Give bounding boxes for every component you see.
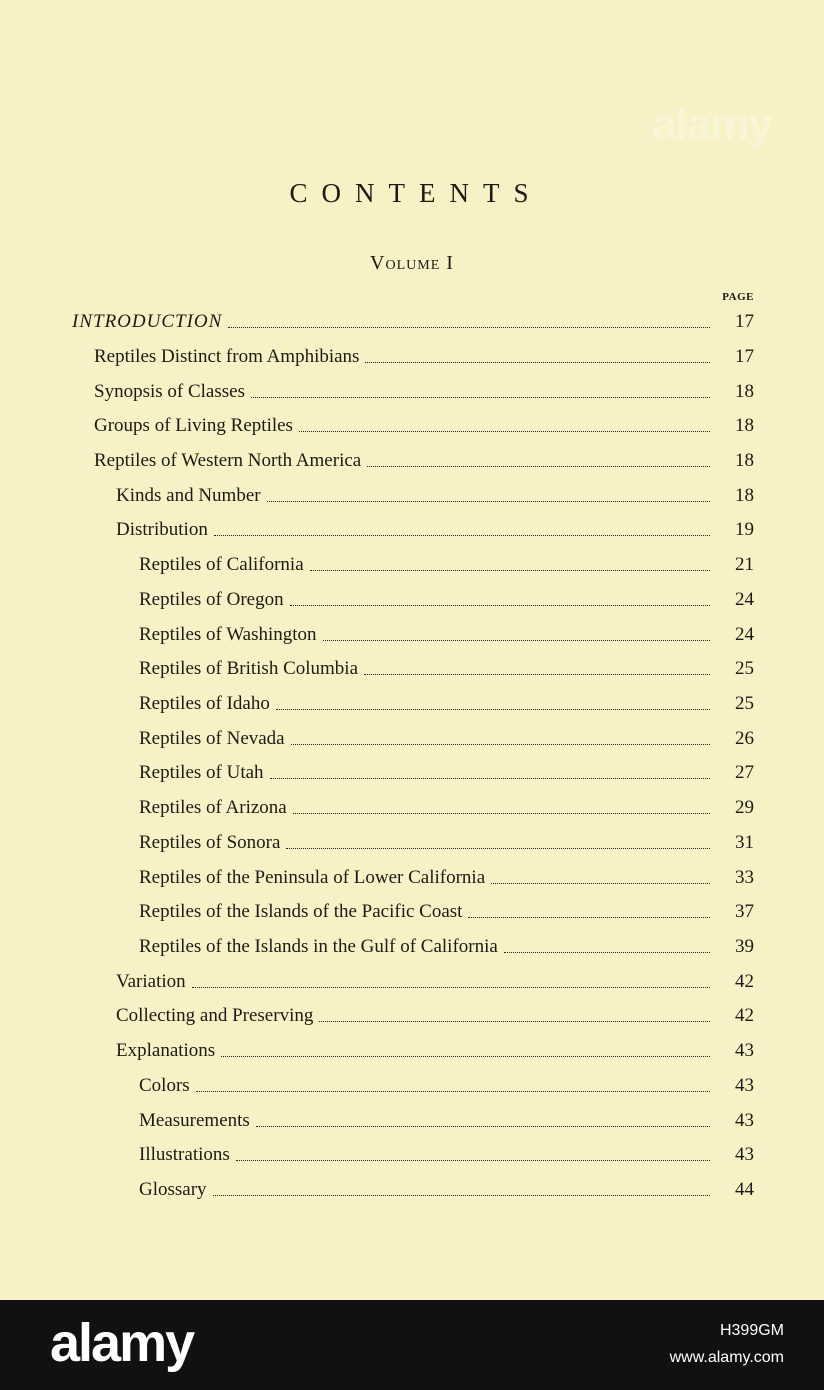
dot-leader: [214, 535, 710, 536]
toc-entry: [94, 375, 754, 409]
toc-entry: [139, 1138, 754, 1172]
toc-entry-page: 25: [735, 693, 754, 714]
toc-entry-label: INTRODUCTION: [72, 311, 223, 332]
toc-entry-label: Reptiles of Idaho: [139, 693, 270, 714]
dot-leader: [323, 640, 710, 641]
toc-entry: [116, 479, 754, 513]
dot-leader: [491, 883, 710, 884]
dot-leader: [228, 327, 710, 328]
alamy-logo: alamy: [50, 1313, 194, 1373]
toc-entry: [116, 1034, 754, 1068]
dot-leader: [276, 709, 710, 710]
toc-entry-label: Reptiles of the Islands of the Pacific Coast: [139, 901, 463, 922]
toc-entry-page: 19: [735, 519, 754, 540]
dot-leader: [192, 987, 710, 988]
toc-entry-page: 37: [735, 901, 754, 922]
image-id: H399GM: [719, 1322, 784, 1339]
toc-entry-label: Illustrations: [139, 1144, 230, 1165]
dot-leader: [196, 1091, 710, 1092]
toc-entry-page: 43: [735, 1110, 754, 1131]
toc-entry-label: Distribution: [116, 519, 208, 540]
alamy-url: www.alamy.com: [669, 1349, 784, 1366]
contents-title: CONTENTS: [289, 178, 543, 208]
dot-leader: [291, 744, 710, 745]
toc-entry-label: Reptiles of Western North America: [94, 450, 362, 471]
toc-entry: [139, 618, 754, 652]
toc-entry-page: 33: [735, 867, 754, 888]
toc-entry: [139, 826, 754, 860]
toc-entry: [139, 1173, 754, 1207]
toc-entry: [116, 513, 754, 547]
toc-entry-page: 25: [735, 658, 754, 679]
toc-entry: [139, 756, 754, 790]
toc-entry: [139, 1104, 754, 1138]
toc-entry-label: Reptiles of the Islands in the Gulf of California: [139, 936, 498, 957]
toc-entry-label: Colors: [139, 1075, 190, 1096]
toc-entry: [116, 999, 754, 1033]
toc-entry-label: Reptiles of Sonora: [139, 832, 281, 853]
toc-entry-page: 21: [735, 554, 754, 575]
dot-leader: [236, 1160, 710, 1161]
toc-entry-label: Reptiles of British Columbia: [139, 658, 359, 679]
toc-entry: [139, 1069, 754, 1103]
dot-leader: [468, 917, 710, 918]
dot-leader: [251, 397, 710, 398]
dot-leader: [367, 466, 710, 467]
dot-leader: [270, 778, 710, 779]
toc-entry: [139, 930, 754, 964]
toc-entry-page: 18: [735, 415, 754, 436]
toc-entry-page: 42: [735, 1005, 754, 1026]
toc-entry-label: Reptiles Distinct from Amphibians: [94, 346, 360, 367]
toc-entry-page: 31: [735, 832, 754, 853]
dot-leader: [365, 362, 710, 363]
dot-leader: [299, 431, 710, 432]
toc-entry-label: Reptiles of Utah: [139, 762, 264, 783]
toc-entry: [139, 548, 754, 582]
toc-entry-label: Measurements: [139, 1110, 250, 1131]
toc-entry: [139, 722, 754, 756]
toc-entry-page: 24: [735, 624, 754, 645]
toc-entry: [116, 965, 754, 999]
toc-entry-page: 29: [735, 797, 754, 818]
toc-entry-page: 39: [735, 936, 754, 957]
toc-entry-label: Variation: [116, 971, 186, 992]
toc-entry-label: Reptiles of California: [139, 554, 304, 575]
toc-entry-label: Explanations: [116, 1040, 216, 1061]
toc-entry-label: Reptiles of Oregon: [139, 589, 284, 610]
toc-entry-page: 27: [735, 762, 754, 783]
dot-leader: [290, 605, 710, 606]
toc-entry-label: Kinds and Number: [116, 485, 261, 506]
toc-entry: [139, 687, 754, 721]
toc-entry-page: 18: [735, 381, 754, 402]
toc-entry-label: Reptiles of Arizona: [139, 797, 287, 818]
toc-entry-page: 24: [735, 589, 754, 610]
dot-leader: [293, 813, 710, 814]
toc-entry-page: 43: [735, 1144, 754, 1165]
toc-entry-page: 43: [735, 1040, 754, 1061]
toc-entry-label: Groups of Living Reptiles: [94, 415, 293, 436]
dot-leader: [213, 1195, 710, 1196]
toc-entry: [139, 895, 754, 929]
page-column-label: PAGE: [722, 291, 754, 303]
toc-entry-label: Reptiles of the Peninsula of Lower California: [139, 867, 486, 888]
toc-entry: [139, 583, 754, 617]
toc-entry-page: 26: [735, 728, 754, 749]
volume-heading: Volume I: [370, 252, 454, 274]
toc-entry-page: 18: [735, 485, 754, 506]
alamy-watermark: alamy: [652, 100, 772, 149]
toc-entry-label: Glossary: [139, 1179, 207, 1200]
toc-entry-page: 17: [735, 346, 754, 367]
toc-entry-label: Collecting and Preserving: [116, 1005, 314, 1026]
toc-entry-page: 42: [735, 971, 754, 992]
dot-leader: [286, 848, 710, 849]
dot-leader: [504, 952, 710, 953]
toc-entry: [94, 444, 754, 478]
dot-leader: [256, 1126, 710, 1127]
dot-leader: [310, 570, 710, 571]
dot-leader: [319, 1021, 710, 1022]
dot-leader: [221, 1056, 710, 1057]
toc-entry: [94, 409, 754, 443]
toc-entry-page: 43: [735, 1075, 754, 1096]
toc-entry: [139, 652, 754, 686]
dot-leader: [364, 674, 710, 675]
toc-entry-page: 17: [735, 311, 754, 332]
toc-entry-page: 44: [735, 1179, 754, 1200]
toc-entry-label: Reptiles of Nevada: [139, 728, 285, 749]
toc-entry-page: 18: [735, 450, 754, 471]
toc-entry: [139, 791, 754, 825]
toc-entry: [139, 861, 754, 895]
toc-entry-label: Synopsis of Classes: [94, 381, 245, 402]
toc-entry-label: Reptiles of Washington: [139, 624, 317, 645]
toc-entry: [72, 305, 754, 339]
dot-leader: [267, 501, 710, 502]
toc-entry: [94, 340, 754, 374]
